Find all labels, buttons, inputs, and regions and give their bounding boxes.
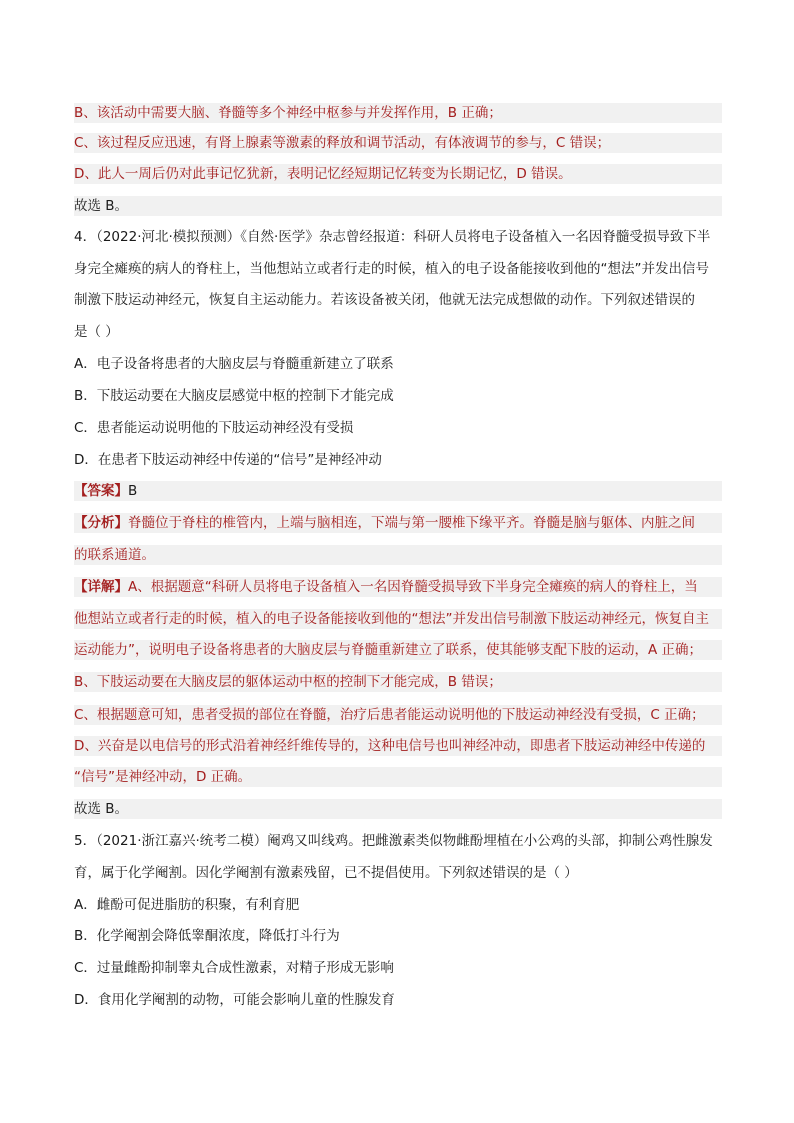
q4-detail-line-7: “信号”是神经冲动，D 正确。 bbox=[74, 767, 722, 787]
q5-option-b: B．化学阉割会降低睾酮浓度，降低打斗行为 bbox=[74, 928, 340, 944]
q4-stem-line-1: 4．（2022·河北·模拟预测）《自然·医学》杂志曾经报道：科研人员将电子设备植入一名因脊髓受损导致下半 bbox=[74, 229, 711, 245]
q4-stem-line-3: 制激下肢运动神经元，恢复自主运动能力。若该设备被关闭，他就无法完成想做的动作。下列叙述错误的 bbox=[74, 292, 695, 308]
analysis-text: 脊髓位于脊柱的椎管内，上端与脑相连，下端与第一腰椎下缘平齐。脊髓是脑与躯体、内脏之间 bbox=[128, 515, 695, 531]
q4-conclusion: 故选 B。 bbox=[74, 799, 722, 819]
detail-tag: 【详解】 bbox=[74, 579, 128, 595]
q4-detail-line-5: C、根据题意可知，患者受损的部位在脊髓，治疗后患者能运动说明他的下肢运动神经没有受损，C 正确； bbox=[74, 705, 722, 725]
q4-stem-line-2: 身完全瘫痪的病人的脊柱上，当他想站立或者行走的时候，植入的电子设备能接收到他的“想法”并发出信号 bbox=[74, 261, 709, 277]
q4-detail-line-3: 运动能力”，说明电子设备将患者的大脑皮层与脊髓重新建立了联系，使其能够支配下肢的运动，A 正确； bbox=[74, 640, 722, 660]
q5-option-a: A．雌酚可促进脂肪的积聚，有利育肥 bbox=[74, 897, 300, 913]
q4-detail-line-1 bbox=[74, 577, 722, 597]
answer-tag: 【答案】 bbox=[74, 483, 128, 499]
q4-option-d: D．在患者下肢运动神经中传递的“信号”是神经冲动 bbox=[74, 452, 382, 468]
q5-stem-line-2: 育，属于化学阉割。因化学阉割有激素残留，已不提倡使用。下列叙述错误的是（ ） bbox=[74, 865, 578, 881]
q4-detail-line-6: D、兴奋是以电信号的形式沿着神经纤维传导的，这种电信号也叫神经冲动，即患者下肢运动神经中传递的 bbox=[74, 736, 722, 756]
explanation-line-d: D、此人一周后仍对此事记忆犹新，表明记忆经短期记忆转变为长期记忆，D 错误。 bbox=[74, 164, 722, 184]
q5-option-d: D．食用化学阉割的动物，可能会影响儿童的性腺发育 bbox=[74, 992, 395, 1008]
detail-text: A、根据题意“科研人员将电子设备植入一名因脊髓受损导致下半身完全瘫痪的病人的脊柱上，当 bbox=[128, 579, 698, 595]
analysis-tag: 【分析】 bbox=[74, 515, 128, 531]
q4-option-b: B．下肢运动要在大脑皮层感觉中枢的控制下才能完成 bbox=[74, 388, 394, 404]
explanation-line-b: B、该活动中需要大脑、脊髓等多个神经中枢参与并发挥作用，B 正确； bbox=[74, 103, 722, 123]
explanation-line-c: C、该过程反应迅速，有肾上腺素等激素的释放和调节活动，有体液调节的参与，C 错误； bbox=[74, 133, 722, 153]
answer-value: B bbox=[128, 483, 138, 499]
q4-detail-line-2: 他想站立或者行走的时候，植入的电子设备能接收到他的“想法”并发出信号制激下肢运动神经元，恢复自主 bbox=[74, 609, 722, 629]
q4-analysis-line-2: 的联系通道。 bbox=[74, 545, 722, 565]
q4-detail-line-4: B、下肢运动要在大脑皮层的躯体运动中枢的控制下才能完成，B 错误； bbox=[74, 672, 722, 692]
q4-answer bbox=[74, 481, 722, 501]
explanation-conclusion: 故选 B。 bbox=[74, 196, 722, 216]
q4-option-c: C．患者能运动说明他的下肢运动神经没有受损 bbox=[74, 420, 354, 436]
q5-stem-line-1: 5．（2021·浙江嘉兴·统考二模）阉鸡又叫线鸡。把雌激素类似物雌酚埋植在小公鸡的头部，抑制公鸡性腺发 bbox=[74, 833, 713, 849]
q4-option-a: A．电子设备将患者的大脑皮层与脊髓重新建立了联系 bbox=[74, 356, 394, 372]
q4-stem-line-4: 是（ ） bbox=[74, 324, 119, 340]
q5-option-c: C．过量雌酚抑制睾丸合成性激素，对精子形成无影响 bbox=[74, 960, 394, 976]
q4-analysis-line-1 bbox=[74, 513, 722, 533]
